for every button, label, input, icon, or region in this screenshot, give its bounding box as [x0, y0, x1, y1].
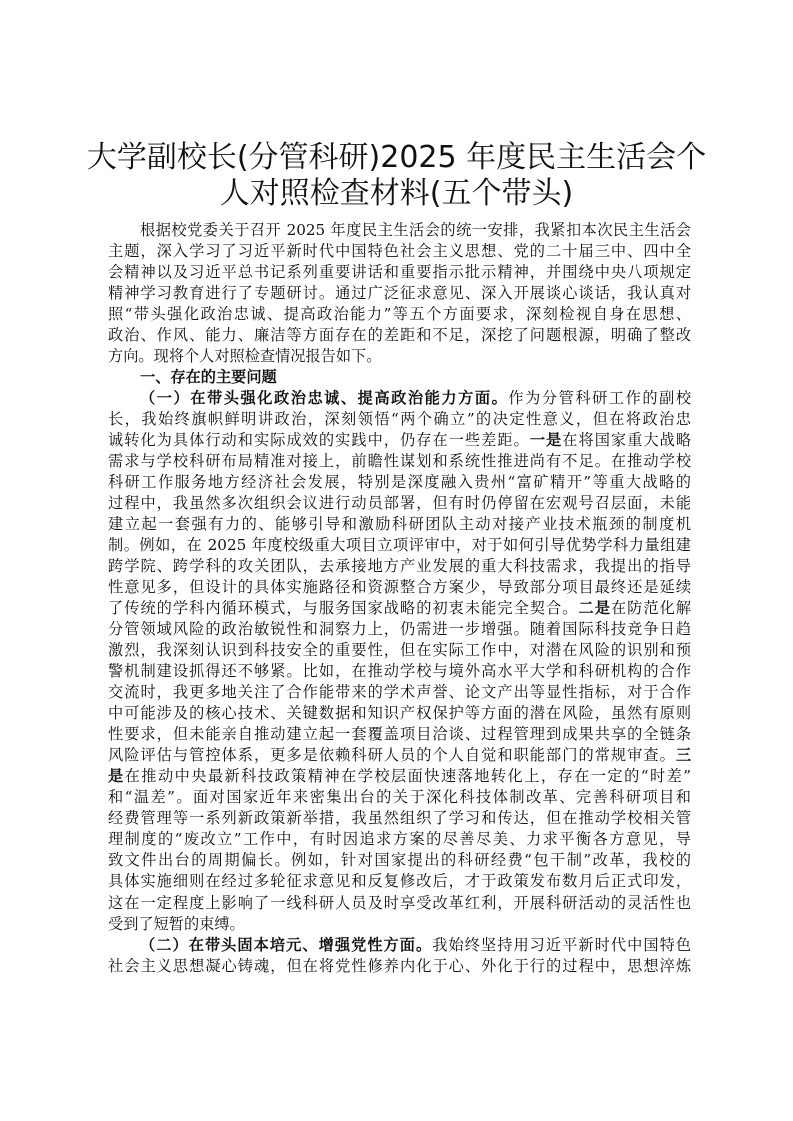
text-line: [108, 850, 691, 871]
text-segment: 了传统的学科内循环模式，与服务国家战略的初衷未能完全契合。: [108, 599, 579, 618]
text-line: [108, 325, 691, 346]
text-segment: 性要求，但未能亲自推动建立起一套覆盖项目洽谈、过程管理到成果共享的全链条: [108, 725, 691, 744]
bold-text: 三: [675, 746, 691, 765]
text-line: [108, 661, 691, 682]
text-line: [108, 241, 691, 262]
text-line: [108, 472, 691, 493]
text-segment: 方向。现将个人对照检查情况报告如下。: [108, 347, 382, 366]
text-line: [108, 766, 691, 787]
bold-text: （一）在带头强化政治忠诚、提高政治能力方面。: [140, 389, 509, 408]
text-segment: 长，我始终旗帜鲜明讲政治，深刻领悟“两个确立”的决定性意义，但在将政治忠: [108, 410, 691, 429]
text-segment: 致文件出台的周期偏长。例如，针对国家提出的科研经费“包干制”改革，我校的: [108, 851, 691, 870]
text-segment: 根据校党委关于召开 2025 年度民主生活会的统一安排，我紧扣本次民主生活会: [140, 221, 691, 239]
text-segment: 诚转化为具体行动和实际成效的实践中，仍存在一些差距。: [108, 431, 530, 450]
text-line: [108, 914, 691, 935]
text-segment: 科研工作服务地方经济社会发展，特别是深度融入贵州“富矿精开”等重大战略的: [108, 473, 691, 492]
bold-text: （二）在带头固本培元、增强党性方面。: [140, 935, 433, 954]
text-segment: 在推动中央最新科技政策精神在学校层面快速落地转化上，存在一定的“时差”: [124, 767, 692, 786]
text-segment: 风险评估与管控体系，更多是依赖科研人员的个人自觉和职能部门的常规审查。: [108, 746, 676, 765]
text-line: [108, 745, 691, 766]
text-segment: 和“温差”。面对国家近年来密集出台的关于深化科技体制改革、完善科研项目和: [108, 788, 691, 807]
text-segment: 经费管理等一系列新政策新举措，我虽然组织了学习和传达，但在推动学校相关管: [108, 809, 691, 828]
text-line: [108, 640, 691, 661]
text-segment: 需求与学校科研布局精准对接上，前瞻性谋划和系统性推进尚有不足。在推动学校: [108, 452, 691, 471]
text-segment: 过程中，我虽然多次组织会议进行动员部署，但有时仍停留在宏观号召层面，未能: [108, 494, 691, 513]
text-segment: 激烈，我深刻认识到科技安全的重要性，但在实际工作中，对潜在风险的识别和预: [108, 641, 691, 660]
text-segment: 具体实施细则在经过多轮征求意见和反复修改后，才于政策发布数月后正式印发，: [108, 872, 691, 891]
text-segment: 跨学院、跨学科的攻关团队，去承接地方产业发展的重大科技需求，我提出的指导: [108, 557, 691, 576]
text-line: [108, 956, 691, 977]
text-segment: 理制度的“废改立”工作中，有时因追求方案的尽善尽美、力求平衡各方意见，导: [108, 830, 691, 849]
bold-text: 一是: [529, 431, 563, 450]
text-line: [108, 808, 691, 829]
text-segment: 我始终坚持用习近平新时代中国特色: [432, 935, 692, 954]
text-segment: 这在一定程度上影响了一线科研人员及时享受改革红利，开展科研活动的灵活性也: [108, 893, 691, 912]
text-segment: 政治、作风、能力、廉洁等方面存在的差距和不足，深挖了问题根源，明确了整改: [108, 326, 691, 345]
text-line: [108, 556, 691, 577]
text-segment: 制。例如，在 2025 年度校级重大项目立项评审中，对于如何引导优势学科力量组建: [108, 536, 691, 555]
text-line: [108, 220, 691, 241]
document-body: [108, 220, 691, 977]
text-line: [108, 304, 691, 325]
text-line: [108, 577, 691, 598]
text-line: [108, 409, 691, 430]
bold-text: 二是: [578, 599, 611, 618]
text-segment: 在将国家重大战略: [562, 431, 692, 450]
text-line: [108, 619, 691, 640]
text-segment: 主题，深入学习了习近平新时代中国特色社会主义思想、党的二十届三中、四中全: [108, 242, 691, 261]
text-line: [108, 829, 691, 850]
text-segment: 受到了短暂的束缚。: [108, 914, 245, 933]
text-segment: 会精神以及习近平总书记系列重要讲话和重要指示批示精神，并围绕中央八项规定: [108, 263, 691, 282]
text-line: [108, 283, 691, 304]
text-line: [108, 787, 691, 808]
text-line: [108, 682, 691, 703]
text-segment: 作为分管科研工作的副校: [508, 389, 692, 408]
text-line: [108, 871, 691, 892]
text-line: [108, 430, 691, 451]
text-line: [108, 367, 691, 388]
text-line: [108, 346, 691, 367]
text-segment: 警机制建设抓得还不够紧。比如，在推动学校与境外高水平大学和科研机构的合作: [108, 662, 691, 681]
document-title: [20, 140, 773, 212]
text-segment: 交流时，我更多地关注了合作能带来的学术声誉、论文产出等显性指标，对于合作: [108, 683, 691, 702]
text-line: [108, 724, 691, 745]
text-segment: 分管领域风险的政治敏锐性和洞察力上，仍需进一步增强。随着国际科技竞争日趋: [108, 620, 691, 639]
text-segment: 中可能涉及的核心技术、关键数据和知识产权保护等方面的潜在风险，虽然有原则: [108, 704, 691, 723]
text-segment: 性意见多，但设计的具体实施路径和资源整合方案少，导致部分项目最终还是延续: [108, 578, 691, 597]
text-line: [108, 388, 691, 409]
text-line: [108, 535, 691, 556]
text-line: [108, 493, 691, 514]
bold-text: 一、存在的主要问题: [140, 368, 277, 387]
text-line: [108, 451, 691, 472]
text-line: [108, 703, 691, 724]
text-segment: 社会主义思想凝心铸魂，但在将党性修养内化于心、外化于行的过程中，思想淬炼: [108, 956, 691, 975]
text-line: [108, 893, 691, 914]
text-line: [108, 262, 691, 283]
bold-text: 是: [108, 767, 125, 786]
text-line: [108, 514, 691, 535]
text-line: [108, 935, 691, 956]
text-line: [108, 598, 691, 619]
text-segment: 照“带头强化政治忠诚、提高政治能力”等五个方面要求，深刻检视自身在思想、: [108, 305, 691, 324]
text-segment: 精神学习教育进行了专题研讨。通过广泛征求意见、深入开展谈心谈话，我认真对: [108, 284, 691, 303]
title-line-2: 人对照检查材料(五个带头): [219, 176, 574, 211]
text-segment: 在防范化解: [610, 599, 692, 618]
text-segment: 建立起一套强有力的、能够引导和激励科研团队主动对接产业技术瓶颈的制度机: [108, 515, 691, 534]
title-line-1: 大学副校长(分管科研)2025 年度民主生活会个: [86, 140, 707, 175]
